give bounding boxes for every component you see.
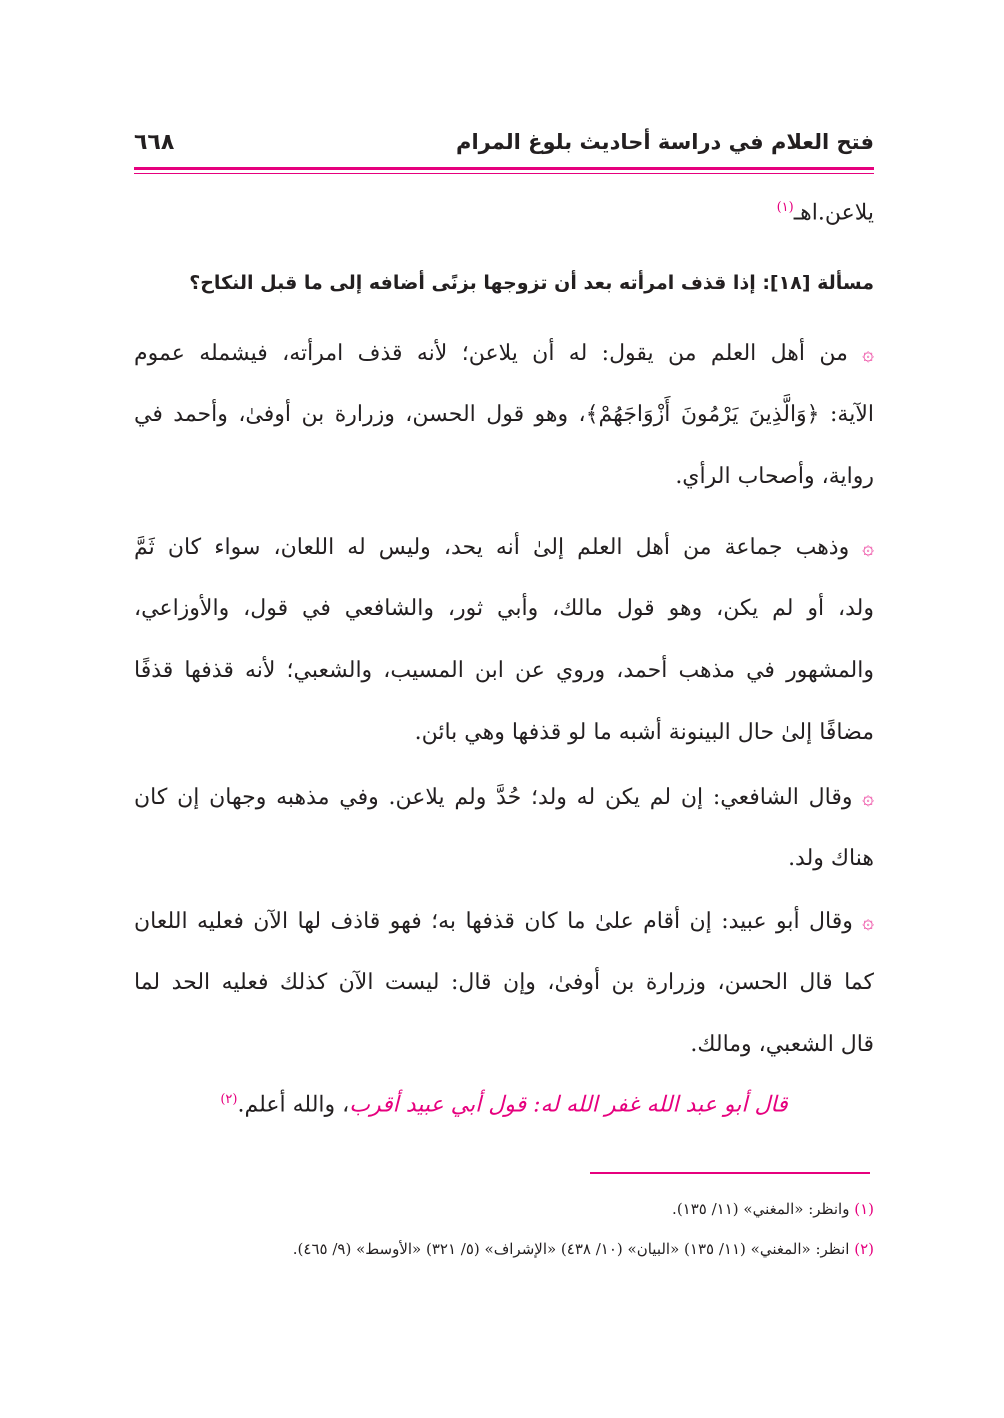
closing-tail: ، والله أعلم. [237,1092,350,1118]
paragraph-line: هناك ولد. [788,846,874,871]
paragraph-line: قال الشعبي، ومالك. [690,1032,874,1057]
paragraph-line: ۞ من أهل العلم من يقول: له أن يلاعن؛ لأنه قذف امرأته، فيشمله عموم [134,341,874,366]
ornament-icon: ۞ [862,785,874,809]
paragraph-line: ۞ وقال الشافعي: إن لم يكن له ولد؛ حُدَّ ولم يلاعن. وفي مذهبه وجهان إن كان [134,785,874,810]
footnote-number: (٢) [854,1240,874,1258]
footnote-ref-2: (٢) [220,1092,238,1107]
paragraph-line: ولد، أو لم يكن، وهو قول مالك، وأبي ثور، والشافعي في قول، والأوزاعي، [134,596,874,621]
ornament-icon: ۞ [862,909,874,933]
paragraph-2 [134,516,874,764]
page-number: ٦٦٨ [134,130,175,155]
paragraph-line: والمشهور في مذهب أحمد، وروي عن ابن المسيب، والشعبي؛ لأنه قذفها قذفًا [134,658,874,683]
footnote-1 [134,1200,874,1218]
paragraph-line: ۞ وذهب جماعة من أهل العلم إلىٰ أنه يحد، وليس له اللعان، سواء كان ثَمَّ [134,535,874,560]
ornament-icon: ۞ [862,341,874,365]
paragraph-line: ۞ وقال أبو عبيد: إن أقام علىٰ ما كان قذفها به؛ فهو قاذف لها الآن فعليه اللعان [134,909,874,934]
continued-text [134,200,874,225]
author-phrase: قال أبو عبد الله غفر الله له: [533,1092,788,1118]
footnote-number: (١) [854,1200,874,1218]
footnote-text: انظر: «المغني» (١١/ ١٣٥) «البيان» (١٠/ ٤٣٨) «الإشراف» (٥/ ٣٢١) «الأوسط» (٩/ ٤٦٥). [292,1240,850,1258]
header-rule-thick [134,167,874,170]
paragraph-4 [134,890,874,1076]
ornament-icon: ۞ [862,535,874,559]
preferred-opinion: قول أبي عبيد أقرب [349,1092,527,1118]
author-conclusion [134,1092,874,1117]
continued-word: يلاعن.اهـ [793,200,874,226]
paragraph-line: رواية، وأصحاب الرأي. [675,464,874,489]
footnote-ref-1: (١) [776,200,794,215]
book-title: فتح العلام في دراسة أحاديث بلوغ المرام [456,130,874,154]
paragraph-3 [134,766,874,890]
issue-heading: مسألة [١٨]: إذا قذف امرأته بعد أن تزوجها بزنًى أضافه إلى ما قبل النكاح؟ [189,272,874,294]
paragraph-line: كما قال الحسن، وزرارة بن أوفىٰ، وإن قال: ليست الآن كذلك فعليه الحد لما [134,970,874,995]
paragraph-line: الآية: ﴿وَالَّذِينَ يَرْمُونَ أَزْوَاجَهُمْ﴾، وهو قول الحسن، وزرارة بن أوفىٰ، وأحمد في [134,402,874,427]
footnote-separator [590,1172,870,1174]
header-rule-thin [134,173,874,174]
paragraph-line: مضافًا إلىٰ حال البينونة أشبه ما لو قذفها وهي بائن. [414,720,874,745]
paragraph-1 [134,322,874,508]
footnote-text: وانظر: «المغني» (١١/ ١٣٥). [672,1200,850,1218]
running-header [134,128,874,162]
footnote-2 [134,1240,874,1258]
